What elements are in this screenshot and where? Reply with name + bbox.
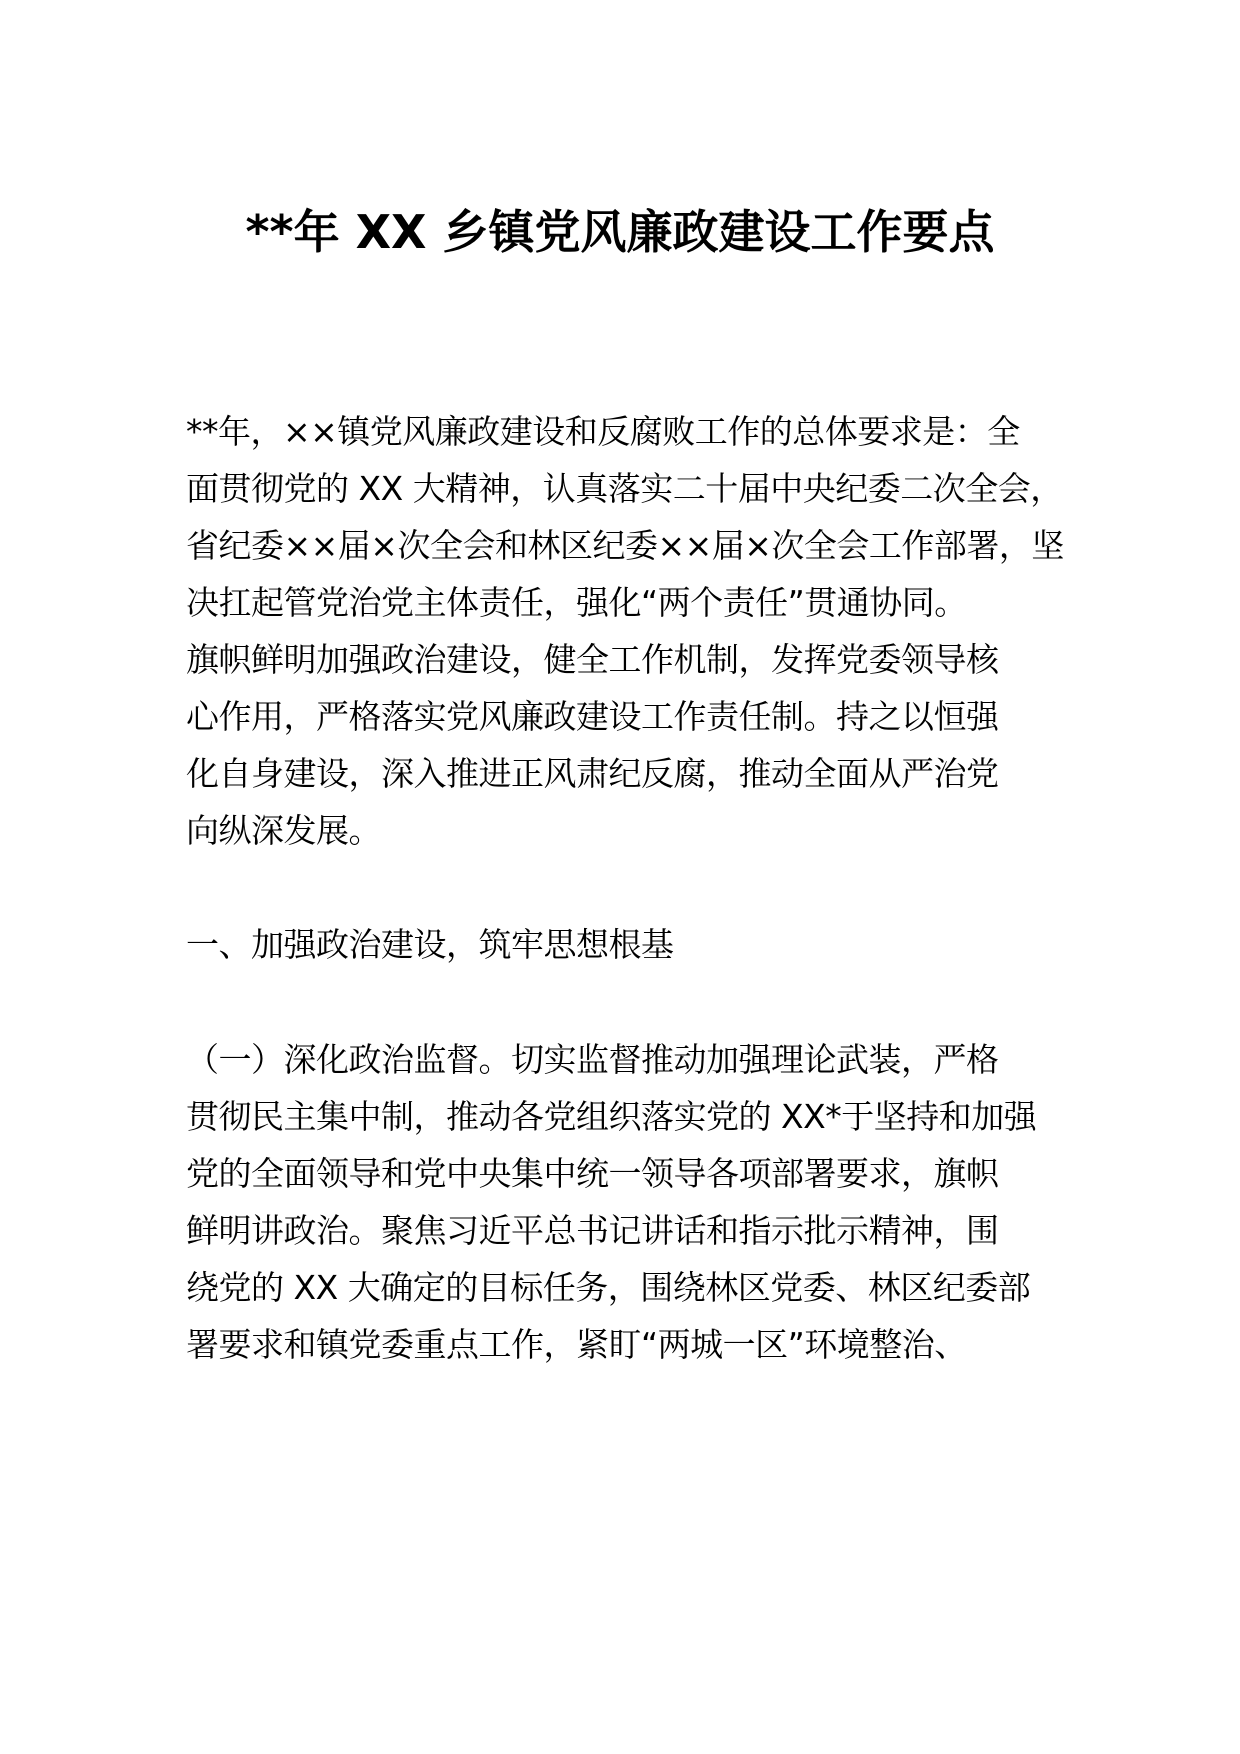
paragraph-line: 旗帜鲜明加强政治建设，健全工作机制，发挥党委领导核: [186, 640, 999, 679]
paragraph-line: **年，××镇党风廉政建设和反腐败工作的总体要求是：全: [186, 412, 1020, 451]
paragraph-line: 向纵深发展。: [186, 811, 381, 850]
section-heading: 一、加强政治建设，筑牢思想根基: [186, 925, 674, 964]
paragraph-line: 贯彻民主集中制，推动各党组织落实党的 XX*于坚持和加强: [186, 1097, 1037, 1136]
paragraph-line: 党的全面领导和党中央集中统一领导各项部署要求，旗帜: [186, 1154, 999, 1193]
paragraph-line: 鲜明讲政治。聚焦习近平总书记讲话和指示批示精神，围: [186, 1211, 999, 1250]
paragraph-line: 署要求和镇党委重点工作，紧盯“两城一区”环境整治、: [186, 1325, 967, 1364]
paragraph-line: 心作用，严格落实党风廉政建设工作责任制。持之以恒强: [186, 697, 999, 736]
paragraph-line: （一）深化政治监督。切实监督推动加强理论武装，严格: [186, 1040, 999, 1079]
paragraph-line: 面贯彻党的 XX 大精神，认真落实二十届中央纪委二次全会，: [186, 469, 1063, 508]
paragraph-line: 绕党的 XX 大确定的目标任务，围绕林区党委、林区纪委部: [186, 1268, 1031, 1307]
paragraph-line: 省纪委××届×次全会和林区纪委××届×次全会工作部署，坚: [186, 526, 1064, 565]
paragraph-line: 化自身建设，深入推进正风肃纪反腐，推动全面从严治党: [186, 754, 999, 793]
paragraph-line: 决扛起管党治党主体责任，强化“两个责任”贯通协同。: [186, 583, 967, 622]
document-title: **年 XX 乡镇党风廉政建设工作要点: [245, 205, 995, 259]
